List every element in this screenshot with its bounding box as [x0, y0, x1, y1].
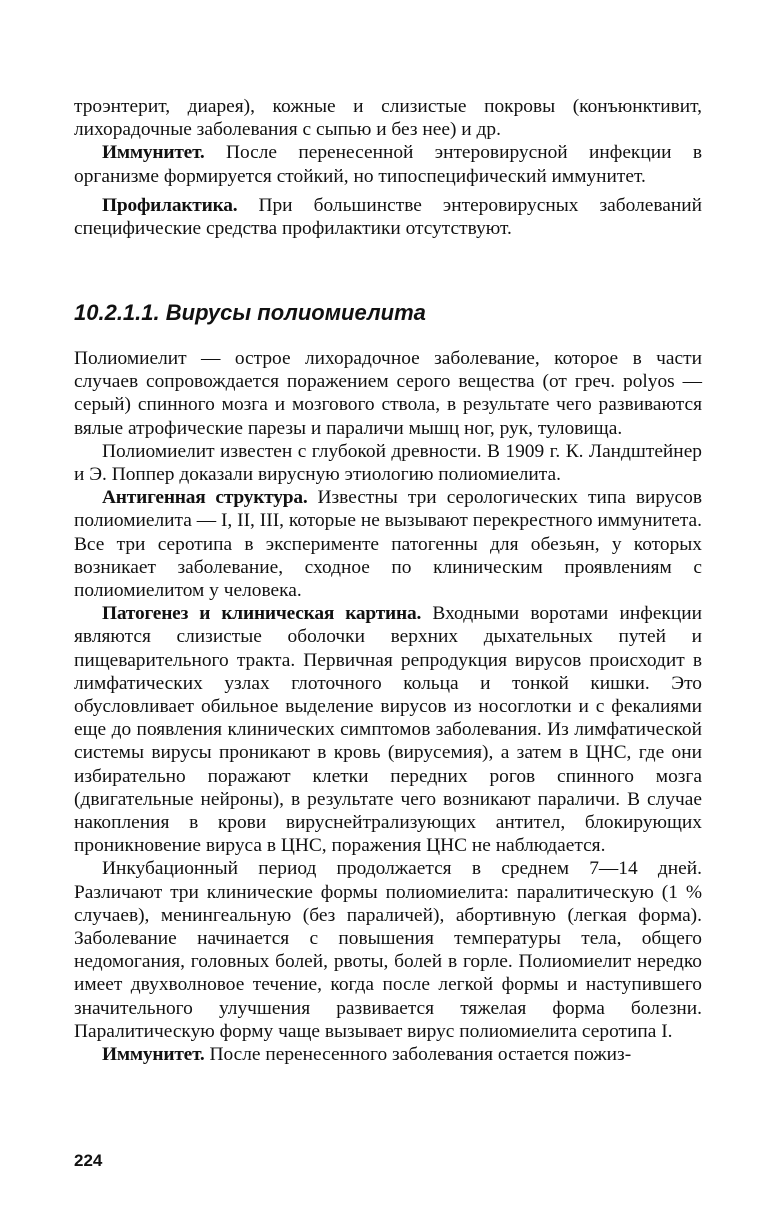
paragraph-text: Входными воротами инфекции являются слизистые оболочки верхних дыхательных путей и пищеварительного тракта. Первичная репродукция вирусов происходит в лимфатических узлах глоточного кольца и тонкой кишки. Это обусловливает обильное выделение вирусов из носоглотки и с фекалиями еще до появления клинических симптомов заболевания. Из лимфатической системы вирусы проникают в кровь (вирусемия), а затем в ЦНС, где они избирательно поражают клетки передних рогов спинного мозга (двигательные нейроны), в результате чего возникают параличи. В случае накопления в крови вируснейтрализующих антител, блокирующих проникновение вируса в ЦНС, поражения ЦНС не наблюдается.: [74, 603, 702, 857]
main-text-block: [74, 347, 702, 1066]
paragraph-incubation: Инкубационный период продолжается в среднем 7—14 дней. Различают три клинические формы полиомиелита: паралитическую (1 % случаев), менингеальную (без параличей), абортивную (легкая форма). Заболевание начинается с повышения температуры тела, общего недомогания, головных болей, рвоты, болей в горле. Полиомиелит нередко имеет двухволновое течение, когда после легкой формы и наступившего значительного улучшения развивается тяжелая форма болезни. Паралитическую форму чаще вызывает вирус полиомиелита серотипа I.: [74, 858, 702, 1042]
paragraph-text: После перенесенного заболевания остается пожиз-: [204, 1044, 632, 1066]
paragraph-immunity-polio: [74, 1043, 702, 1066]
paragraph-immunity-enterovirus: [74, 141, 702, 187]
top-text-block: [74, 95, 702, 240]
paragraph-text: При большинстве энтеровирусных заболеваний специфические средства профилактики отсутствуют.: [74, 194, 702, 240]
paragraph-text: Известны три серологических типа вирусов полиомиелита — I, II, III, которые не вызывают перекрестного иммунитета. Все три серотипа в эксперименте патогенны для обезьян, у которых возникает заболевание, сходное по клиническим проявлениям с полиомиелитом у человека.: [74, 487, 702, 602]
paragraph-definition: Полиомиелит — острое лихорадочное заболевание, которое в части случаев сопровождается поражением серого вещества (от греч. polyos — серый) спинного мозга и мозгового ствола, в результате чего развиваются вялые атрофические парезы и параличи мышц ног, рук, туловища.: [74, 348, 702, 439]
paragraph-antigenic-structure: [74, 486, 702, 602]
term-immunity: Иммунитет.: [102, 142, 205, 164]
paragraph-text: После перенесенной энтеровирусной инфекции в организме формируется стойкий, но типоспецифический иммунитет.: [74, 142, 702, 187]
section-heading: 10.2.1.1. Вирусы полиомиелита: [74, 300, 426, 325]
term-antigenic-structure: Антигенная структура.: [102, 487, 308, 509]
page-number: 224: [74, 1151, 103, 1170]
paragraph-prophylaxis: [74, 194, 702, 240]
term-pathogenesis: Патогенез и клиническая картина.: [102, 603, 422, 625]
term-prophylaxis: Профилактика.: [102, 194, 238, 216]
term-immunity: Иммунитет.: [102, 1044, 205, 1066]
paragraph-history: Полиомиелит известен с глубокой древности. В 1909 г. К. Ландштейнер и Э. Поппер доказали вирусную этиологию полиомиелита.: [74, 440, 702, 486]
paragraph-pathogenesis: [74, 602, 702, 857]
paragraph-continued: троэнтерит, диарея), кожные и слизистые покровы (конъюнктивит, лихорадочные заболевания с сыпью и без нее) и др.: [74, 96, 702, 141]
